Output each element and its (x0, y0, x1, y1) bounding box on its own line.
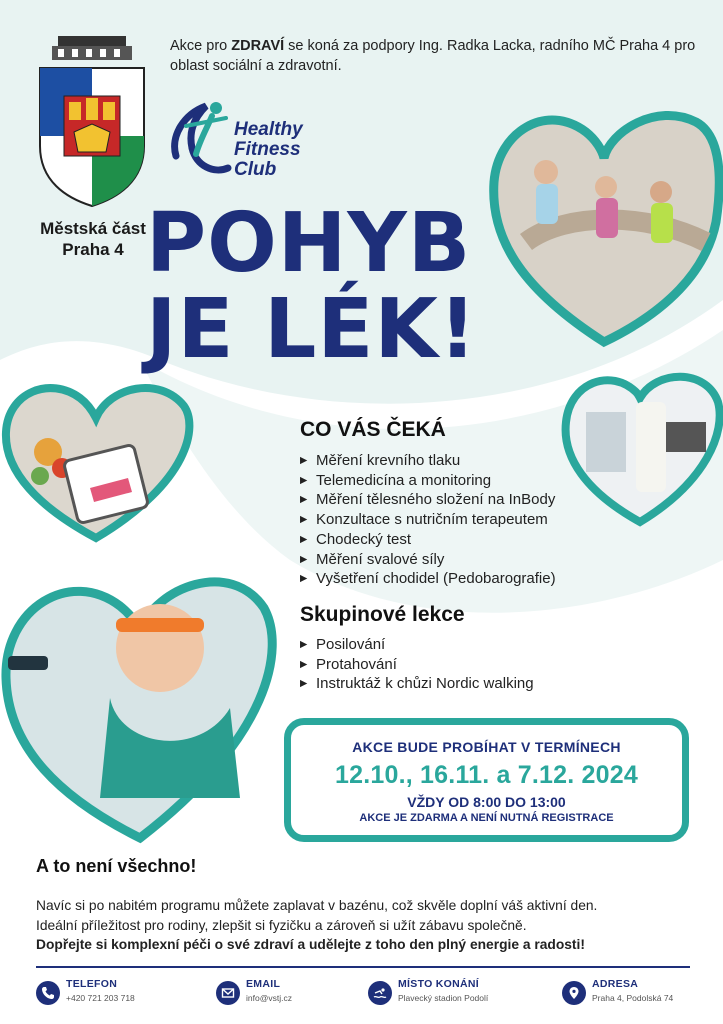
heart-photo-woman-dumbbells (0, 548, 282, 848)
what-awaits-item: ▶ Měření tělesného složení na InBody (300, 490, 556, 510)
what-awaits-item: ▶ Měření krevního tlaku (300, 451, 556, 471)
map-pin-icon (562, 981, 586, 1005)
district-line-2: Praha 4 (62, 240, 124, 259)
logo-line-3: Club (234, 159, 277, 180)
event-dates: 12.10., 16.11. a 7.12. 2024 (335, 761, 638, 789)
logo-line-2: Fitness (234, 139, 301, 160)
intro-emphasis: ZDRAVÍ (231, 38, 285, 54)
city-district-crest (36, 36, 148, 208)
phone-icon (36, 981, 60, 1005)
heart-photo-medical-room (556, 362, 723, 532)
district-name (20, 218, 166, 260)
heart-photo-group-fitness (486, 92, 723, 354)
group-lessons-item: ▶ Instruktáž k chůzi Nordic walking (300, 674, 534, 694)
contact-email (216, 978, 292, 1005)
what-awaits-item: ▶ Konzultace s nutričním terapeutem (300, 510, 556, 530)
contact-venue-value: Plavecký stadion Podolí (398, 993, 489, 1003)
contact-phone (36, 978, 135, 1005)
contact-email-label: EMAIL (246, 978, 281, 990)
more-line-1: Navíc si po nabitém programu můžete zaplavat v bazénu, což skvěle doplní váš aktivní den. (36, 898, 598, 913)
more-title: A to není všechno! (36, 856, 197, 876)
footer-divider (36, 966, 690, 968)
contact-address-value: Praha 4, Podolská 74 (592, 993, 674, 1003)
headline-line-2: JE LÉK! (146, 282, 478, 377)
contact-address (562, 978, 673, 1005)
headline (146, 196, 478, 377)
group-lessons-list (300, 635, 534, 694)
what-awaits-list (300, 451, 556, 589)
contact-venue-label: MÍSTO KONÁNÍ (398, 978, 479, 990)
event-dates-box (284, 718, 689, 842)
more-line-2: Ideální příležitost pro rodiny, zlepšit si fyzičku a zároveň si užít zábavu společně. (36, 917, 527, 933)
intro-suffix: se koná za podpory Ing. Radka Lacka, radního MČ Praha 4 pro oblast sociální a zdravotní. (170, 38, 696, 74)
envelope-icon (216, 981, 240, 1005)
more-line-3: Dopřejte si komplexní péči o své zdraví a udělejte z toho den plný energie a radosti! (36, 937, 585, 952)
what-awaits-item: ▶ Vyšetření chodidel (Pedobarografie) (300, 569, 556, 589)
event-heading: AKCE BUDE PROBÍHAT V TERMÍNECH (352, 739, 621, 755)
more-paragraph (36, 896, 706, 955)
event-time: VŽDY OD 8:00 DO 13:00 (407, 794, 566, 810)
group-lessons-item: ▶ Protahování (300, 655, 534, 675)
what-awaits-item: ▶ Chodecký test (300, 530, 556, 550)
district-line-1: Městská část (40, 219, 146, 238)
group-lessons-title: Skupinové lekce (300, 603, 465, 626)
heart-photo-nutrition (0, 372, 196, 548)
fitness-figure-icon (166, 96, 236, 188)
group-lessons-item: ▶ Posilování (300, 635, 534, 655)
contact-email-value[interactable]: info@vstj.cz (246, 993, 292, 1003)
what-awaits-title: CO VÁS ČEKÁ (300, 418, 446, 441)
intro-text (170, 36, 700, 76)
contact-phone-label: TELEFON (66, 978, 118, 990)
intro-prefix: Akce pro (170, 38, 232, 54)
swimming-icon (368, 981, 392, 1005)
event-note: AKCE JE ZDARMA A NENÍ NUTNÁ REGISTRACE (359, 812, 614, 824)
contact-address-label: ADRESA (592, 978, 639, 990)
logo-line-1: Healthy (234, 119, 303, 140)
headline-line-1: POHYB (146, 196, 472, 291)
contact-phone-value: +420 721 203 718 (66, 993, 135, 1003)
what-awaits-item: ▶ Telemedicína a monitoring (300, 471, 556, 491)
healthy-fitness-club-logo (166, 96, 341, 188)
what-awaits-item: ▶ Měření svalové síly (300, 550, 556, 570)
contact-venue (368, 978, 488, 1005)
